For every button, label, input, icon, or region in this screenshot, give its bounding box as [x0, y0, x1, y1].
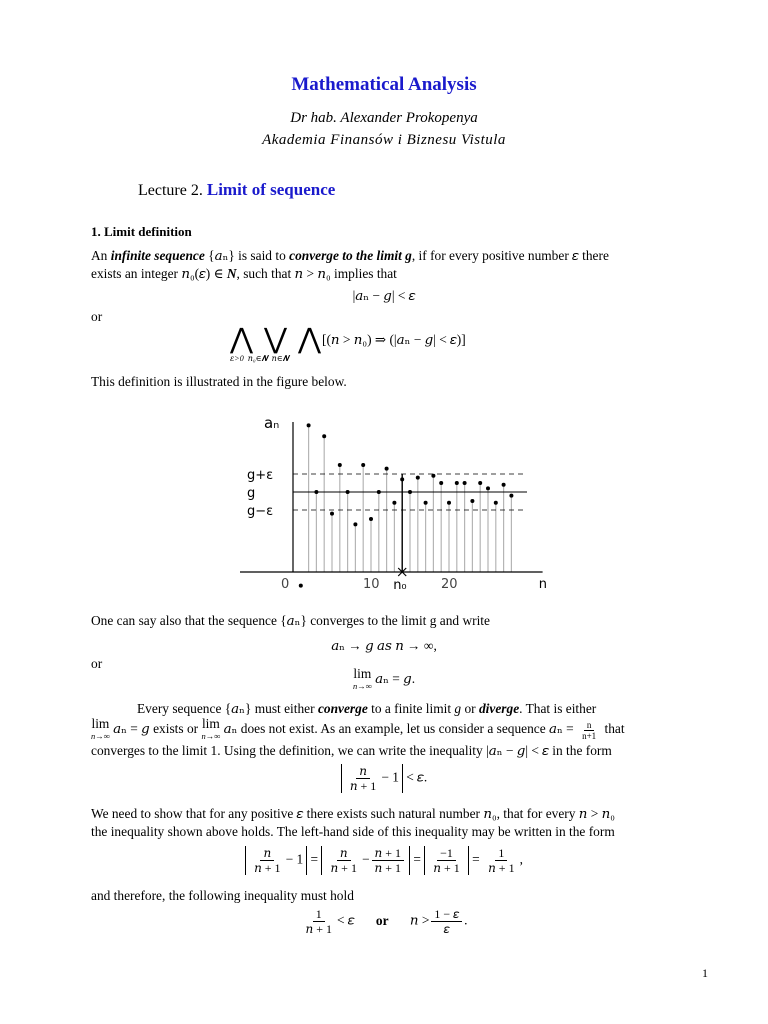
data-point: [400, 477, 404, 481]
or-bold: or: [375, 912, 389, 928]
lim-text: lim: [91, 716, 110, 731]
emphasis-infinite-sequence: infinite sequence: [110, 248, 205, 263]
data-point: [377, 490, 381, 494]
logical-operators: ⋀ ⋁ ⋀: [230, 324, 323, 355]
fraction: [327, 846, 360, 875]
lecture-prefix: Lecture 2.: [138, 182, 203, 199]
text-run: to a finite limit: [367, 701, 455, 716]
emphasis-converge-2: converge: [317, 701, 368, 716]
text-run: exists an integer 𝑛₀(𝜀) ∈: [91, 266, 227, 281]
data-point: [330, 512, 334, 516]
x-tick-label: 10: [363, 577, 380, 592]
text-run: < 𝜀.: [406, 769, 428, 785]
data-point: [509, 494, 513, 498]
minus-sign: −: [361, 851, 370, 867]
fraction: [302, 907, 335, 936]
n0-label: n₀: [393, 578, 407, 593]
equation-5: [0, 764, 768, 793]
or-text-1: or: [91, 309, 103, 324]
data-point: [486, 486, 490, 490]
page-number: 1: [702, 966, 708, 980]
fraction: [430, 846, 463, 875]
paragraph-5: and therefore, the following inequality must hold: [91, 888, 354, 903]
text-run: 𝑎ₙ does not exist. As an example, let us consider a sequence 𝑎ₙ =: [220, 721, 578, 737]
text-run: , if for every positive number 𝜀 there: [411, 248, 609, 263]
lim-subscript: n→∞: [91, 731, 110, 741]
text-run: < 𝜀: [336, 912, 355, 928]
fraction-denominator: 𝑛 + 1: [330, 861, 357, 875]
data-point: [431, 474, 435, 478]
fraction-denominator: 𝑛 + 1: [254, 861, 281, 875]
comma: ,: [519, 851, 523, 867]
fraction-numerator: 𝑛: [337, 846, 351, 861]
data-point: [439, 481, 443, 485]
text-run: 𝑎ₙ = 𝑔 exists or: [109, 721, 202, 737]
lecture-topic: Limit of sequence: [206, 180, 336, 199]
fraction-denominator: 𝑛 + 1: [488, 861, 515, 875]
absolute-value-1: [245, 846, 307, 875]
data-point: [408, 490, 412, 494]
data-point: [470, 499, 474, 503]
y-axis-label: aₙ: [264, 414, 280, 432]
limit-operator-2: [91, 718, 110, 742]
lim-text: lim: [201, 716, 220, 731]
text-run: An: [91, 248, 111, 263]
fraction: [347, 764, 380, 793]
level-label: g: [247, 486, 256, 501]
data-point: [322, 434, 326, 438]
data-point: [346, 490, 350, 494]
text-run: g: [454, 701, 462, 716]
equals-sign: =: [310, 851, 319, 867]
emphasis-converge: converge to the limit g: [289, 248, 412, 263]
equation-2: [230, 326, 550, 366]
lim-subscript: n→∞: [201, 731, 221, 741]
x-tick-label: 20: [441, 577, 458, 592]
section-heading: 1. Limit definition: [91, 224, 192, 239]
fraction-numerator: 𝑛 + 1: [372, 846, 405, 861]
fraction-numerator: 𝑛: [356, 764, 370, 779]
definition-paragraph: [91, 247, 713, 283]
fraction-numerator: 1: [495, 846, 507, 861]
institution-name: Akademia Finansów i Biznesu Vistula: [262, 132, 506, 148]
fraction-numerator: 1 − 𝜀: [431, 907, 462, 922]
data-point: [299, 584, 303, 588]
fraction: [485, 846, 518, 875]
lim-text: lim: [353, 666, 372, 681]
text-run: {𝑎ₙ} is said to: [204, 248, 290, 263]
equation-2-body: [(𝑛 > 𝑛₀) ⇒ (|𝑎ₙ − 𝑔| < 𝜀)]: [322, 332, 466, 347]
equation-1: |𝑎ₙ − 𝑔| < 𝜀: [352, 288, 416, 303]
absolute-value-2: [321, 846, 410, 875]
data-point: [353, 522, 357, 526]
text-run: 𝑛 >: [409, 912, 430, 928]
data-point: [502, 483, 506, 487]
text-run: that: [601, 721, 625, 737]
document-title: Mathematical Analysis: [291, 74, 477, 95]
equals-sign: =: [413, 851, 421, 867]
level-label: g−ε: [247, 504, 274, 519]
text-run: or: [461, 701, 479, 716]
data-point: [314, 490, 318, 494]
equals-sign: =: [472, 851, 480, 867]
fraction: [251, 846, 284, 875]
lecture-heading: [138, 180, 335, 200]
level-label: g+ε: [247, 468, 274, 483]
lim-subscript: n→∞: [352, 681, 372, 691]
text-run: Every sequence {𝑎ₙ} must either: [137, 701, 318, 716]
naturals-symbol: N: [226, 266, 237, 281]
data-point: [338, 463, 342, 467]
data-point: [494, 501, 498, 505]
absolute-value: [341, 764, 403, 793]
fraction-denominator: 𝑛 + 1: [433, 861, 460, 875]
absolute-value-3: [424, 846, 469, 875]
paragraph-4-line-1: We need to show that for any positive 𝜀 there exists such natural number 𝑛₀, that for every 𝑛 > 𝑛₀: [91, 806, 615, 821]
or-text-2: or: [91, 656, 103, 671]
operator-subscripts: 𝜀>0 𝑛₀∈𝑵 𝑛∈𝑵: [230, 354, 289, 363]
author-name: Dr hab. Alexander Prokopenya: [290, 110, 478, 126]
fraction-numerator: n: [584, 720, 595, 731]
limit-operator: [353, 668, 372, 692]
fraction-numerator: 1: [313, 907, 325, 922]
text-run: . That is either: [519, 701, 597, 716]
text-run: , such that 𝑛 > 𝑛₀ implies that: [236, 266, 397, 281]
x-tick-label: 0: [281, 577, 290, 592]
paragraph-2: One can say also that the sequence {𝑎ₙ} converges to the limit g and write: [91, 613, 490, 628]
equation-6: [0, 846, 768, 875]
emphasis-diverge: diverge: [478, 701, 520, 716]
fraction-n-over-n-plus-1: [579, 720, 599, 741]
data-point: [424, 501, 428, 505]
data-point: [307, 423, 311, 427]
paragraph-3: [91, 700, 713, 718]
paragraph-4-line-2: the inequality shown above holds. The left-hand side of this inequality may be written in the form: [91, 824, 615, 839]
data-point: [369, 517, 373, 521]
data-point: [455, 481, 459, 485]
fraction-denominator: 𝑛 + 1: [349, 779, 377, 793]
fraction-denominator: 𝑛 + 1: [305, 922, 332, 936]
data-point: [392, 501, 396, 505]
text-run: − 1: [285, 851, 304, 867]
fraction-denominator: 𝑛 + 1: [374, 861, 402, 875]
fraction: [431, 907, 462, 936]
data-point: [478, 481, 482, 485]
paragraph-3-line-3: converges to the limit 1. Using the definition, we can write the inequality |𝑎ₙ − 𝑔| < 𝜀 in the form: [91, 743, 612, 758]
period: .: [464, 912, 468, 928]
fraction-numerator: 𝑛: [260, 846, 274, 861]
fraction-numerator: −1: [437, 846, 456, 861]
paragraph-3-line-2: [91, 718, 713, 742]
fraction-denominator: n+1: [582, 730, 597, 741]
equation-7: [0, 907, 768, 936]
limit-operator-3: [201, 718, 220, 742]
fraction-denominator: 𝜀: [443, 922, 450, 936]
limit-illustration-chart: [240, 402, 560, 598]
equation-3: 𝑎ₙ → 𝑔 𝑎𝑠 𝑛 → ∞,: [331, 638, 437, 653]
text-run: − 1: [381, 769, 399, 785]
data-point: [361, 463, 365, 467]
fraction: [372, 846, 405, 875]
data-point: [447, 501, 451, 505]
figure-intro: This definition is illustrated in the figure below.: [91, 374, 347, 389]
equation-4: [0, 668, 768, 692]
data-point: [463, 481, 467, 485]
equation-4-body: 𝑎ₙ = 𝑔.: [375, 671, 416, 687]
data-point: [416, 476, 420, 480]
data-point: [385, 467, 389, 471]
x-axis-label: n: [538, 577, 547, 592]
